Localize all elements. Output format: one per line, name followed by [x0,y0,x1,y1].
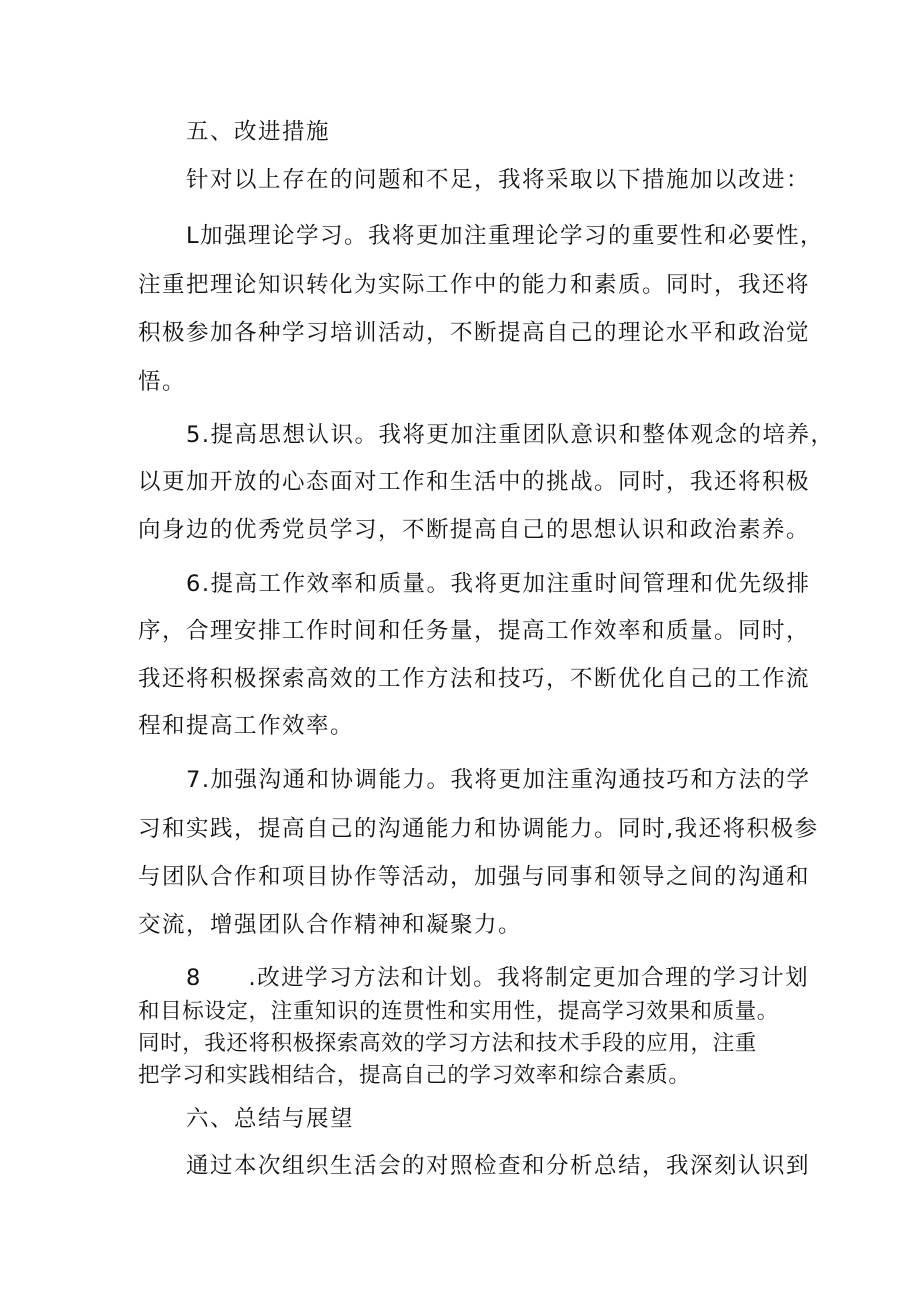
item-6-line-4: 程和提高工作效率。 [138,713,355,739]
item-5-line-3: 向身边的优秀党员学习，不断提高自己的思想认识和政治素养。 [138,517,811,543]
item-7-line-3: 与团队合作和项目协作等活动，加强与同事和领导之间的沟通和 [138,864,811,890]
item-6-line-1: 6.提高工作效率和质量。我将更加注重时间管理和优先级排 [186,571,811,597]
item-6-line-2: 序，合理安排工作时间和任务量，提高工作效率和质量。同时， [138,618,811,644]
item-8-line-1: 8 .改进学习方法和计划。我将制定更加合理的学习计划 [186,965,810,991]
item-7-line-4: 交流，增强团队合作精神和凝聚力。 [138,912,523,938]
section-5-intro: 针对以上存在的问题和不足，我将采取以下措施加以改进： [186,167,811,193]
item-1-line-3: 积极参加各种学习培训活动，不断提高自己的理论水平和政治觉 [138,320,811,346]
item-8-line-3: 同时，我还将积极探索高效的学习方法和技术手段的应用，注重 [138,1031,757,1056]
item-6-line-3: 我还将积极探索高效的工作方法和技巧，不断优化自己的工作流 [138,666,811,692]
item-7-line-2: 习和实践，提高自己的沟通能力和协调能力。同时,我还将积极参 [138,816,819,842]
item-1-line-1: L加强理论学习。我将更加注重理论学习的重要性和必要性， [186,223,825,249]
section-6-heading: 六、总结与展望 [186,1106,355,1132]
item-5-line-2: 以更加开放的心态面对工作和生活中的挑战。同时，我还将积极 [138,469,811,495]
item-8-line-4: 把学习和实践相结合，提高自己的学习效率和综合素质。 [138,1063,691,1088]
section-5-heading: 五、改进措施 [186,119,331,145]
item-7-line-1: 7.加强沟通和协调能力。我将更加注重沟通技巧和方法的学 [186,767,811,793]
item-8-line-2: 和目标设定，注重知识的连贯性和实用性，提高学习效果和质量。 [138,999,779,1024]
item-1-line-4: 悟。 [138,369,187,395]
item-1-line-2: 注重把理论知识转化为实际工作中的能力和素质。同时，我还将 [138,272,811,298]
section-6-intro: 通过本次组织生活会的对照检查和分析总结，我深刻认识到 [186,1153,811,1179]
item-5-line-1: 5.提高思想认识。我将更加注重团队意识和整体观念的培养， [186,422,835,448]
